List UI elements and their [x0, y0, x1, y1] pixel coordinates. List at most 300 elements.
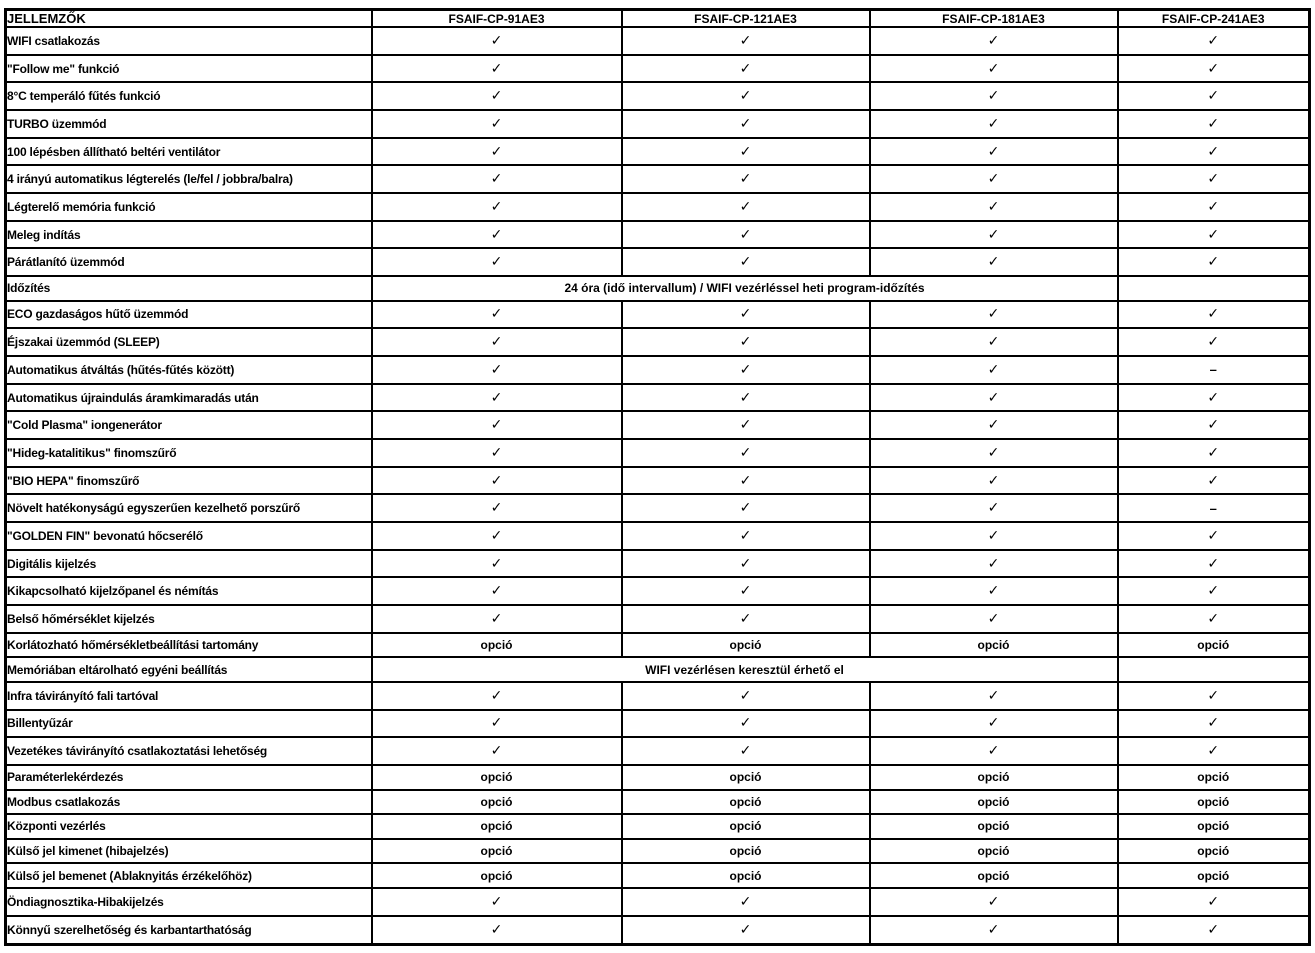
feature-label: Könnyű szerelhetőség és karbantarthatóság [6, 916, 372, 945]
feature-label: Meleg indítás [6, 221, 372, 249]
value-cell [1118, 633, 1310, 658]
value-cell [372, 110, 622, 138]
check-icon: ✓ [739, 527, 752, 544]
value-cell [622, 888, 870, 916]
value-cell [622, 633, 870, 658]
value-cell [622, 193, 870, 221]
value-cell [870, 55, 1118, 83]
value-cell [1118, 55, 1310, 83]
check-icon: ✓ [987, 226, 1000, 243]
value-cell [622, 138, 870, 166]
feature-label: "Follow me" funkció [6, 55, 372, 83]
value-cell [870, 814, 1118, 839]
feature-label: ECO gazdaságos hűtő üzemmód [6, 301, 372, 329]
feature-label: Belső hőmérséklet kijelzés [6, 605, 372, 633]
value-cell [870, 82, 1118, 110]
option-label: opció [480, 638, 513, 653]
option-label: opció [977, 770, 1010, 785]
option-label: opció [480, 819, 513, 834]
check-icon: ✓ [987, 171, 1000, 188]
check-icon: ✓ [739, 334, 752, 351]
value-cell [622, 765, 870, 790]
value-cell [870, 605, 1118, 633]
check-icon: ✓ [1207, 555, 1220, 572]
value-cell [1118, 439, 1310, 467]
value-cell [622, 110, 870, 138]
option-label: opció [480, 844, 513, 859]
check-icon: ✓ [1207, 88, 1220, 105]
value-cell [870, 138, 1118, 166]
table-row [6, 790, 1310, 815]
empty-value-cell [1118, 276, 1310, 301]
value-cell [870, 494, 1118, 522]
value-cell [372, 55, 622, 83]
value-cell [1118, 522, 1310, 550]
feature-label: "BIO HEPA" finomszűrő [6, 467, 372, 495]
value-cell [372, 916, 622, 945]
check-icon: ✓ [739, 88, 752, 105]
value-cell [622, 411, 870, 439]
value-cell [622, 790, 870, 815]
check-icon: ✓ [1207, 306, 1220, 323]
option-label: opció [1197, 844, 1230, 859]
value-cell [1118, 737, 1310, 765]
value-cell [372, 301, 622, 329]
value-cell [870, 27, 1118, 55]
value-cell [1118, 765, 1310, 790]
value-cell [870, 682, 1118, 710]
check-icon: ✓ [987, 88, 1000, 105]
value-cell [622, 384, 870, 412]
value-cell [372, 710, 622, 738]
table-row [6, 27, 1310, 55]
table-row [6, 814, 1310, 839]
table-row [6, 682, 1310, 710]
value-cell [1118, 577, 1310, 605]
check-icon: ✓ [987, 610, 1000, 627]
table-row [6, 550, 1310, 578]
value-cell [372, 27, 622, 55]
table-row [6, 82, 1310, 110]
check-icon: ✓ [987, 743, 1000, 760]
value-cell [1118, 411, 1310, 439]
table-row [6, 439, 1310, 467]
option-label: opció [480, 868, 513, 883]
value-cell [372, 888, 622, 916]
check-icon: ✓ [1207, 715, 1220, 732]
check-icon: ✓ [1207, 921, 1220, 938]
value-cell [372, 439, 622, 467]
check-icon: ✓ [1207, 527, 1220, 544]
check-icon: ✓ [1207, 389, 1220, 406]
value-cell [372, 138, 622, 166]
value-cell [372, 356, 622, 384]
table-row [6, 356, 1310, 384]
check-icon: ✓ [739, 743, 752, 760]
value-cell [1118, 550, 1310, 578]
check-icon: ✓ [739, 171, 752, 188]
value-cell [870, 193, 1118, 221]
table-row [6, 110, 1310, 138]
value-cell [622, 82, 870, 110]
check-icon: ✓ [1207, 60, 1220, 77]
value-cell [622, 605, 870, 633]
check-icon: ✓ [987, 32, 1000, 49]
check-icon: ✓ [739, 417, 752, 434]
check-icon: ✓ [987, 472, 1000, 489]
check-icon: ✓ [1207, 226, 1220, 243]
value-cell [622, 221, 870, 249]
check-icon: ✓ [987, 143, 1000, 160]
option-label: opció [729, 770, 762, 785]
check-icon: ✓ [739, 254, 752, 271]
feature-label: Modbus csatlakozás [6, 790, 372, 815]
value-cell [1118, 301, 1310, 329]
check-icon: ✓ [739, 143, 752, 160]
check-icon: ✓ [1207, 115, 1220, 132]
value-cell [870, 301, 1118, 329]
check-icon: ✓ [490, 361, 503, 378]
model-column-header-241ae3: FSAIF-CP-241AE3 [1118, 10, 1310, 28]
value-cell [1118, 790, 1310, 815]
check-icon: ✓ [1207, 583, 1220, 600]
check-icon: ✓ [987, 254, 1000, 271]
value-cell [870, 863, 1118, 888]
feature-label: Külső jel kimenet (hibajelzés) [6, 839, 372, 864]
option-label: opció [729, 868, 762, 883]
check-icon: ✓ [490, 893, 503, 910]
check-icon: ✓ [490, 198, 503, 215]
feature-label: Éjszakai üzemmód (SLEEP) [6, 328, 372, 356]
value-cell [372, 248, 622, 276]
check-icon: ✓ [987, 893, 1000, 910]
value-cell [1118, 839, 1310, 864]
table-row [6, 494, 1310, 522]
model-column-header-121ae3: FSAIF-CP-121AE3 [622, 10, 870, 28]
value-cell [1118, 328, 1310, 356]
option-label: opció [1197, 868, 1230, 883]
feature-label: "Cold Plasma" iongenerátor [6, 411, 372, 439]
table-row [6, 522, 1310, 550]
check-icon: ✓ [987, 198, 1000, 215]
feature-label: Paraméterlekérdezés [6, 765, 372, 790]
check-icon: ✓ [1207, 687, 1220, 704]
check-icon: ✓ [987, 115, 1000, 132]
check-icon: ✓ [1207, 893, 1220, 910]
model-column-header-91ae3: FSAIF-CP-91AE3 [372, 10, 622, 28]
value-cell [870, 710, 1118, 738]
table-row [6, 328, 1310, 356]
dash-icon: – [1209, 500, 1217, 516]
value-cell [372, 411, 622, 439]
check-icon: ✓ [490, 254, 503, 271]
value-cell [1118, 193, 1310, 221]
value-cell [870, 839, 1118, 864]
feature-label: Billentyűzár [6, 710, 372, 738]
check-icon: ✓ [987, 306, 1000, 323]
merged-value-cell: WIFI vezérlésen keresztül érhető el [372, 657, 1118, 682]
value-cell [870, 790, 1118, 815]
value-cell [1118, 467, 1310, 495]
check-icon: ✓ [490, 389, 503, 406]
table-row [6, 888, 1310, 916]
value-cell [622, 328, 870, 356]
check-icon: ✓ [490, 687, 503, 704]
value-cell [622, 839, 870, 864]
value-cell [372, 605, 622, 633]
check-icon: ✓ [490, 417, 503, 434]
check-icon: ✓ [987, 500, 1000, 517]
check-icon: ✓ [739, 472, 752, 489]
option-label: opció [729, 819, 762, 834]
check-icon: ✓ [1207, 171, 1220, 188]
check-icon: ✓ [739, 610, 752, 627]
value-cell [622, 248, 870, 276]
feature-label: Növelt hatékonyságú egyszerűen kezelhető porszűrő [6, 494, 372, 522]
feature-label: Külső jel bemenet (Ablaknyitás érzékelőhöz) [6, 863, 372, 888]
value-cell [870, 522, 1118, 550]
feature-label: Infra távirányító fali tartóval [6, 682, 372, 710]
check-icon: ✓ [490, 226, 503, 243]
table-row [6, 193, 1310, 221]
feature-label: "Hideg-katalitikus" finomszűrő [6, 439, 372, 467]
value-cell [870, 439, 1118, 467]
value-cell [870, 328, 1118, 356]
value-cell [1118, 605, 1310, 633]
value-cell [870, 165, 1118, 193]
feature-label: "GOLDEN FIN" bevonatú hőcserélő [6, 522, 372, 550]
value-cell [372, 682, 622, 710]
value-cell [372, 737, 622, 765]
check-icon: ✓ [739, 306, 752, 323]
value-cell [870, 916, 1118, 945]
feature-label: Légterelő memória funkció [6, 193, 372, 221]
check-icon: ✓ [987, 715, 1000, 732]
check-icon: ✓ [739, 921, 752, 938]
feature-label: Központi vezérlés [6, 814, 372, 839]
check-icon: ✓ [739, 500, 752, 517]
value-cell [622, 863, 870, 888]
value-cell [1118, 710, 1310, 738]
feature-label: 100 lépésben állítható beltéri ventilátor [6, 138, 372, 166]
check-icon: ✓ [490, 555, 503, 572]
check-icon: ✓ [490, 306, 503, 323]
table-row [6, 384, 1310, 412]
option-label: opció [1197, 794, 1230, 809]
check-icon: ✓ [490, 500, 503, 517]
table-row [6, 710, 1310, 738]
table-row [6, 301, 1310, 329]
table-row [6, 839, 1310, 864]
check-icon: ✓ [490, 715, 503, 732]
check-icon: ✓ [739, 226, 752, 243]
value-cell [1118, 814, 1310, 839]
value-cell [372, 863, 622, 888]
check-icon: ✓ [490, 444, 503, 461]
check-icon: ✓ [739, 583, 752, 600]
value-cell [622, 710, 870, 738]
check-icon: ✓ [490, 527, 503, 544]
table-row [6, 577, 1310, 605]
value-cell [870, 356, 1118, 384]
table-row [6, 138, 1310, 166]
check-icon: ✓ [739, 555, 752, 572]
check-icon: ✓ [739, 115, 752, 132]
dash-icon: – [1209, 362, 1217, 378]
check-icon: ✓ [739, 389, 752, 406]
feature-label: TURBO üzemmód [6, 110, 372, 138]
check-icon: ✓ [1207, 32, 1220, 49]
value-cell [622, 682, 870, 710]
check-icon: ✓ [987, 444, 1000, 461]
value-cell [1118, 356, 1310, 384]
table-row [6, 248, 1310, 276]
value-cell [622, 165, 870, 193]
check-icon: ✓ [987, 417, 1000, 434]
option-label: opció [480, 794, 513, 809]
check-icon: ✓ [490, 334, 503, 351]
value-cell [372, 765, 622, 790]
features-table [4, 8, 1311, 946]
value-cell [870, 248, 1118, 276]
feature-label: Automatikus átváltás (hűtés-fűtés között) [6, 356, 372, 384]
check-icon: ✓ [490, 610, 503, 627]
value-cell [622, 55, 870, 83]
value-cell [622, 550, 870, 578]
value-cell [1118, 494, 1310, 522]
check-icon: ✓ [1207, 610, 1220, 627]
check-icon: ✓ [1207, 472, 1220, 489]
check-icon: ✓ [987, 687, 1000, 704]
check-icon: ✓ [739, 687, 752, 704]
option-label: opció [977, 868, 1010, 883]
option-label: opció [977, 819, 1010, 834]
table-row [6, 737, 1310, 765]
value-cell [870, 411, 1118, 439]
value-cell [372, 550, 622, 578]
merged-value-cell: 24 óra (idő intervallum) / WIFI vezérléssel heti program-időzítés [372, 276, 1118, 301]
feature-label: Digitális kijelzés [6, 550, 372, 578]
value-cell [622, 577, 870, 605]
value-cell [870, 550, 1118, 578]
value-cell [372, 193, 622, 221]
value-cell [622, 494, 870, 522]
value-cell [372, 577, 622, 605]
table-row [6, 411, 1310, 439]
table-row [6, 657, 1310, 682]
option-label: opció [729, 844, 762, 859]
check-icon: ✓ [739, 60, 752, 77]
check-icon: ✓ [739, 444, 752, 461]
value-cell [372, 814, 622, 839]
option-label: opció [977, 638, 1010, 653]
check-icon: ✓ [490, 32, 503, 49]
value-cell [870, 577, 1118, 605]
table-row [6, 605, 1310, 633]
feature-label: Időzítés [6, 276, 372, 301]
check-icon: ✓ [490, 583, 503, 600]
option-label: opció [1197, 770, 1230, 785]
check-icon: ✓ [490, 743, 503, 760]
value-cell [372, 839, 622, 864]
value-cell [870, 110, 1118, 138]
value-cell [372, 328, 622, 356]
feature-label: 4 irányú automatikus légterelés (le/fel / jobbra/balra) [6, 165, 372, 193]
value-cell [372, 384, 622, 412]
value-cell [622, 27, 870, 55]
value-cell [1118, 221, 1310, 249]
check-icon: ✓ [987, 527, 1000, 544]
empty-value-cell [1118, 657, 1310, 682]
feature-label: 8°C temperáló fűtés funkció [6, 82, 372, 110]
value-cell [1118, 248, 1310, 276]
check-icon: ✓ [1207, 198, 1220, 215]
table-body [6, 27, 1310, 945]
check-icon: ✓ [739, 893, 752, 910]
table-row [6, 916, 1310, 945]
check-icon: ✓ [987, 389, 1000, 406]
check-icon: ✓ [490, 472, 503, 489]
value-cell [372, 467, 622, 495]
feature-label: Vezetékes távirányító csatlakoztatási lehetőség [6, 737, 372, 765]
table-row [6, 863, 1310, 888]
check-icon: ✓ [739, 198, 752, 215]
check-icon: ✓ [490, 921, 503, 938]
feature-label: WIFI csatlakozás [6, 27, 372, 55]
table-row [6, 221, 1310, 249]
check-icon: ✓ [490, 115, 503, 132]
option-label: opció [1197, 638, 1230, 653]
check-icon: ✓ [1207, 417, 1220, 434]
option-label: opció [729, 638, 762, 653]
check-icon: ✓ [987, 60, 1000, 77]
value-cell [1118, 888, 1310, 916]
value-cell [622, 439, 870, 467]
value-cell [870, 221, 1118, 249]
table-row [6, 467, 1310, 495]
value-cell [870, 384, 1118, 412]
feature-label: Kikapcsolható kijelzőpanel és némítás [6, 577, 372, 605]
feature-label: Memóriában eltárolható egyéni beállítás [6, 657, 372, 682]
check-icon: ✓ [490, 88, 503, 105]
feature-label: Öndiagnosztika-Hibakijelzés [6, 888, 372, 916]
option-label: opció [729, 794, 762, 809]
value-cell [622, 301, 870, 329]
value-cell [372, 790, 622, 815]
check-icon: ✓ [1207, 254, 1220, 271]
model-column-header-181ae3: FSAIF-CP-181AE3 [870, 10, 1118, 28]
value-cell [622, 737, 870, 765]
value-cell [870, 633, 1118, 658]
table-row [6, 765, 1310, 790]
value-cell [622, 814, 870, 839]
value-cell [622, 916, 870, 945]
value-cell [870, 467, 1118, 495]
check-icon: ✓ [1207, 743, 1220, 760]
check-icon: ✓ [490, 171, 503, 188]
value-cell [1118, 384, 1310, 412]
option-label: opció [1197, 819, 1230, 834]
check-icon: ✓ [1207, 143, 1220, 160]
check-icon: ✓ [739, 32, 752, 49]
value-cell [1118, 27, 1310, 55]
feature-label: Korlátozható hőmérsékletbeállítási tartomány [6, 633, 372, 658]
value-cell [622, 522, 870, 550]
value-cell [1118, 863, 1310, 888]
value-cell [1118, 110, 1310, 138]
value-cell [1118, 82, 1310, 110]
features-column-header: JELLEMZŐK [6, 10, 372, 28]
